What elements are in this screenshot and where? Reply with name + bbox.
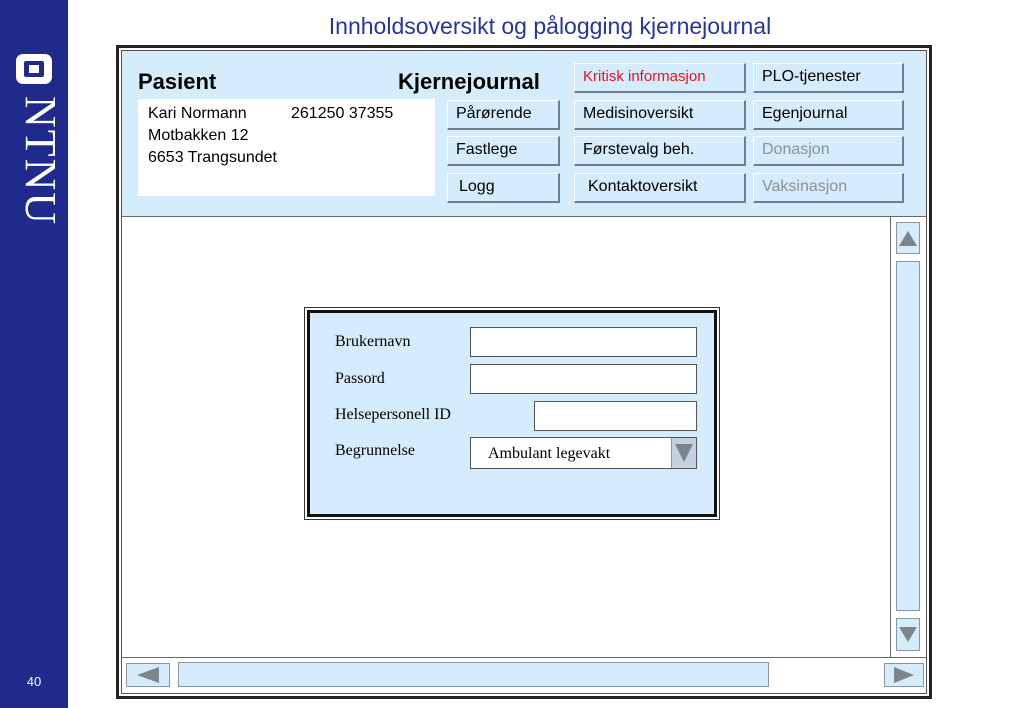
reason-label: Begrunnelse <box>335 442 415 459</box>
chevron-down-icon <box>675 444 693 462</box>
scroll-down-button[interactable] <box>896 618 920 651</box>
reason-dropdown-button[interactable] <box>671 438 696 468</box>
nav-kritisk-informasjon-button[interactable]: Kritisk informasjon <box>574 63 746 93</box>
ntnu-sidebar <box>0 0 68 708</box>
horizontal-scrollbar[interactable] <box>122 657 926 693</box>
hpr-id-input[interactable] <box>534 401 697 431</box>
scroll-right-button[interactable] <box>884 663 924 687</box>
login-dialog <box>304 307 720 520</box>
patient-info-box <box>138 99 435 196</box>
horizontal-scroll-thumb[interactable] <box>178 662 769 687</box>
scroll-up-button[interactable] <box>896 222 920 254</box>
slide-number: 40 <box>26 674 42 689</box>
password-label: Passord <box>335 370 385 387</box>
nav-donasjon-button[interactable]: Donasjon <box>753 136 904 166</box>
triangle-left-icon <box>137 667 159 683</box>
nav-medisinoversikt-button[interactable]: Medisinoversikt <box>574 100 746 130</box>
username-label: Brukernavn <box>335 333 411 350</box>
scroll-left-button[interactable] <box>126 663 170 687</box>
ntnu-logo-text: NTNU <box>16 96 65 227</box>
hpr-id-label: Helsepersonell ID <box>335 406 451 423</box>
patient-street: Motbakken 12 <box>148 127 249 144</box>
kjernejournal-heading: Kjernejournal <box>398 69 540 94</box>
nav-forstevalg-button[interactable]: Førstevalg beh. <box>574 136 746 166</box>
vertical-scrollbar[interactable] <box>890 217 926 657</box>
login-form <box>307 310 717 517</box>
nav-egenjournal-button[interactable]: Egenjournal <box>753 100 904 130</box>
username-input[interactable] <box>470 327 697 357</box>
patient-postal: 6653 Trangsundet <box>148 149 277 166</box>
header-panel <box>122 51 926 217</box>
pasient-heading: Pasient <box>138 69 217 94</box>
nav-kontaktoversikt-button[interactable]: Kontaktoversikt <box>574 173 746 203</box>
patient-id: 261250 37355 <box>291 105 394 122</box>
nav-fastlege-button[interactable]: Fastlege <box>447 136 560 166</box>
nav-vaksinasjon-button[interactable]: Vaksinasjon <box>753 173 904 203</box>
ntnu-logo <box>12 52 65 242</box>
patient-name-row <box>148 103 425 125</box>
nav-logg-button[interactable]: Logg <box>447 173 560 203</box>
vertical-scroll-thumb[interactable] <box>896 261 920 611</box>
reason-select-value: Ambulant legevakt <box>488 445 611 462</box>
triangle-down-icon <box>899 627 917 642</box>
patient-name: Kari Normann <box>148 105 247 122</box>
password-input[interactable] <box>470 364 697 394</box>
triangle-right-icon <box>894 667 914 683</box>
reason-select[interactable] <box>470 437 697 469</box>
nav-parorende-button[interactable]: Pårørende <box>447 100 560 130</box>
nav-plo-tjenester-button[interactable]: PLO-tjenester <box>753 63 904 93</box>
slide-title: Innholdsoversikt og pålogging kjernejournal <box>328 13 772 39</box>
triangle-up-icon <box>899 231 917 246</box>
